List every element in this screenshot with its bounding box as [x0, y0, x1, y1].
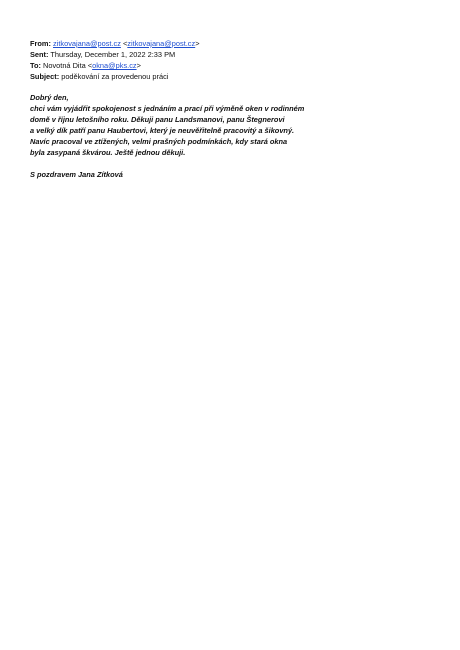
to-email-link[interactable]: okna@pks.cz: [92, 61, 137, 71]
to-label: To:: [30, 61, 41, 71]
from-email-link[interactable]: zitkovajana@post.cz: [53, 39, 121, 48]
greeting: Dobrý den,: [30, 93, 69, 102]
body-line: domě v říjnu letošního roku. Děkuji panu Landsmanovi, panu Štegnerovi: [30, 115, 285, 124]
sent-label: Sent:: [30, 50, 49, 60]
from-bracket-close: >: [195, 39, 200, 48]
to-bracket-close: >: [136, 61, 141, 71]
paragraph-gap: [30, 158, 430, 169]
to-name: Novotná Dita <: [40, 61, 93, 71]
email-body: [30, 92, 430, 180]
to-line: [30, 60, 430, 71]
from-line: [30, 38, 430, 49]
sent-value: Thursday, December 1, 2022 2:33 PM: [48, 50, 176, 60]
sent-line: [30, 49, 430, 60]
subject-label: Subject:: [30, 72, 60, 82]
body-line: byla zasypaná škvárou. Ještě jednou děkuji.: [30, 148, 186, 157]
body-line: a velký dík patří panu Haubertovi, který je neuvěřitelně pracovitý a šikovný.: [30, 126, 295, 135]
signature: S pozdravem Jana Zítková: [30, 170, 123, 179]
subject-line: [30, 71, 430, 82]
body-line: Navíc pracoval ve ztížených, velmi prašných podmínkách, kdy stará okna: [30, 137, 288, 146]
email-header: [30, 38, 430, 82]
from-label: From:: [30, 39, 51, 48]
subject-value: poděkování za provedenou práci: [59, 72, 169, 82]
body-line: chci vám vyjádřit spokojenost s jednáním a prací při výměně oken v rodinném: [30, 104, 305, 113]
from-email-link-2[interactable]: zitkovajana@post.cz: [127, 39, 196, 48]
from-bracket-open: <: [120, 39, 128, 48]
